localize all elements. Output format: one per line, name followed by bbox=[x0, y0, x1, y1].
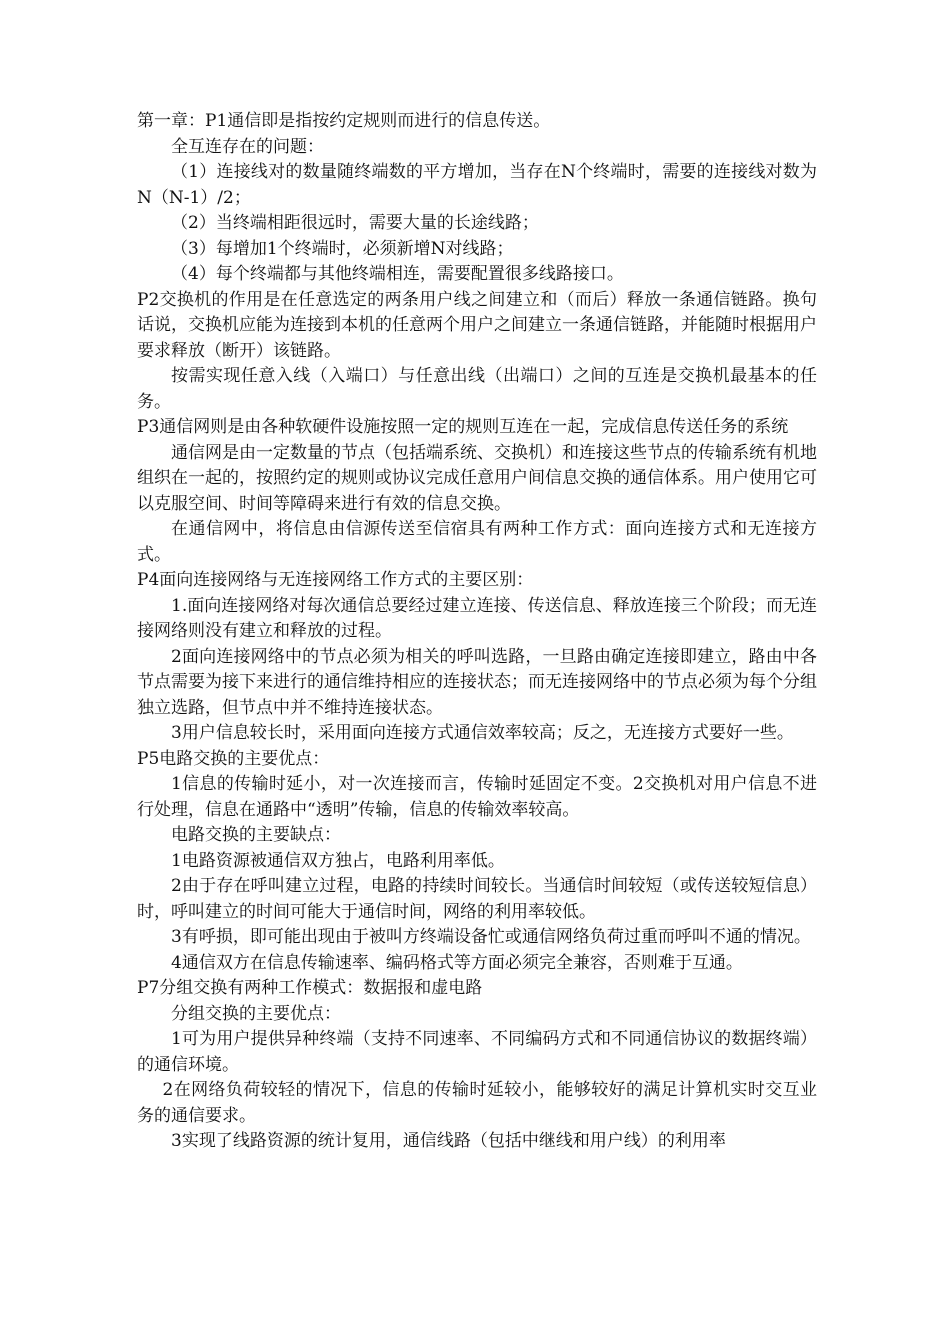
paragraph: 分组交换的主要优点： bbox=[171, 1003, 341, 1024]
paragraph: （2）当终端相距很远时，需要大量的长途线路； bbox=[171, 213, 539, 233]
paragraph: 全互连存在的问题： bbox=[171, 136, 324, 157]
paragraph: 电路交换的主要缺点： bbox=[171, 825, 341, 845]
paragraph: P3通信网则是由各种软硬件设施按照一定的规则互连在一起，完成信息传送任务的系统 bbox=[137, 417, 789, 437]
paragraph: 按需实现任意入线（入端口）与任意出线（出端口）之间的互连是交换机最基本的任务。 bbox=[137, 366, 817, 412]
paragraph: （4）每个终端都与其他终端相连，需要配置很多线路接口。 bbox=[171, 264, 624, 284]
paragraph: 第一章：P1通信即是指按约定规则而进行的信息传送。 bbox=[137, 111, 551, 131]
paragraph: 3用户信息较长时，采用面向连接方式通信效率较高；反之，无连接方式要好一些。 bbox=[171, 723, 794, 743]
paragraph: 2在网络负荷较轻的情况下，信息的传输时延较小，能够较好的满足计算机实时交互业务的通信要求。 bbox=[137, 1080, 817, 1126]
paragraph: 3实现了线路资源的统计复用，通信线路（包括中继线和用户线）的利用率 bbox=[171, 1131, 726, 1151]
paragraph: 1.面向连接网络对每次通信总要经过建立连接、传送信息、释放连接三个阶段；而无连接网络则没有建立和释放的过程。 bbox=[137, 595, 817, 641]
paragraph: 2由于存在呼叫建立过程，电路的持续时间较长。当通信时间较短（或传送较短信息）时，呼叫建立的时间可能大于通信时间，网络的利用率较低。 bbox=[137, 876, 817, 922]
paragraph: 1可为用户提供异种终端（支持不同速率、不同编码方式和不同通信协议的数据终端）的通信环境。 bbox=[137, 1029, 817, 1075]
paragraph: 1电路资源被通信双方独占，电路利用率低。 bbox=[171, 850, 505, 871]
paragraph: 2面向连接网络中的节点必须为相关的呼叫选路，一旦路由确定连接即建立，路由中各节点需要为接下来进行的通信维持相应的连接状态；而无连接网络中的节点必须为每个分组独立选路，但节点中并不维持连接状态。 bbox=[137, 646, 817, 718]
paragraph: 3有呼损，即可能出现由于被叫方终端设备忙或通信网络负荷过重而呼叫不通的情况。 bbox=[171, 927, 811, 947]
paragraph: 1信息的传输时延小，对一次连接而言，传输时延固定不变。2交换机对用户信息不进行处理，信息在通路中“透明”传输，信息的传输效率较高。 bbox=[137, 774, 817, 820]
paragraph: 在通信网中，将信息由信源传送至信宿具有两种工作方式：面向连接方式和无连接方式。 bbox=[137, 519, 817, 565]
document-body bbox=[137, 109, 817, 1155]
paragraph: P5电路交换的主要优点： bbox=[137, 748, 330, 769]
paragraph: 通信网是由一定数量的节点（包括端系统、交换机）和连接这些节点的传输系统有机地组织在一起的，按照约定的规则或协议完成任意用户间信息交换的通信体系。用户使用它可以克服空间、时间等障碍来进行有效的信息交换。 bbox=[137, 442, 817, 514]
paragraph: （1）连接线对的数量随终端数的平方增加，当存在N个终端时，需要的连接线对数为N（N-1）/2； bbox=[137, 162, 817, 208]
paragraph: （3）每增加1个终端时，必须新增N对线路； bbox=[171, 238, 514, 259]
paragraph: P2交换机的作用是在任意选定的两条用户线之间建立和（而后）释放一条通信链路。换句话说，交换机应能为连接到本机的任意两个用户之间建立一条通信链路，并能随时根据用户要求释放（断开）该链路。 bbox=[137, 289, 817, 361]
paragraph: P7分组交换有两种工作模式：数据报和虚电路 bbox=[137, 978, 483, 998]
paragraph: P4面向连接网络与无连接网络工作方式的主要区别： bbox=[137, 570, 534, 590]
paragraph: 4通信双方在信息传输速率、编码格式等方面必须完全兼容，否则难于互通。 bbox=[171, 952, 743, 973]
